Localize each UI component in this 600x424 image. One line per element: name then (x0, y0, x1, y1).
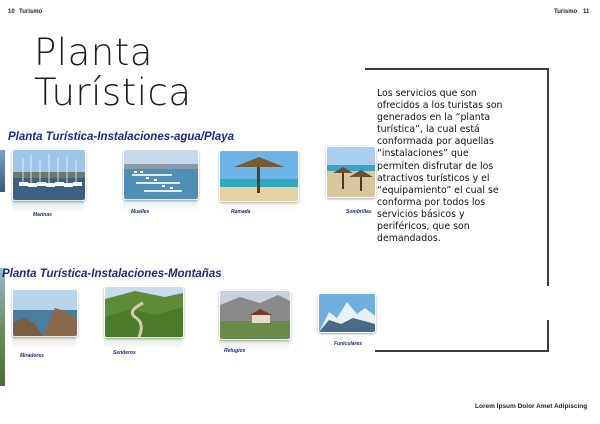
header-label-left: Turismo (19, 9, 43, 15)
frame-right-border-lower (547, 320, 549, 352)
edge-photo-fragment (0, 268, 5, 386)
caption-miradores: Miradores (20, 353, 44, 359)
viewpoint-photo (12, 289, 78, 337)
beach-hut-photo (219, 150, 299, 202)
umbrellas-photo (326, 146, 376, 198)
section-heading-montana: Planta Turística-Instalaciones-Montañas (2, 268, 222, 280)
trail-photo (104, 286, 184, 338)
caption-senderos: Senderos (113, 350, 136, 356)
footer-text: Lorem Ipsum Dolor Amet Adipiscing (475, 403, 588, 410)
frame-top-border (365, 68, 549, 70)
photo-reflection (12, 336, 76, 348)
photo-reflection (12, 200, 84, 212)
caption-marinas: Marinas (33, 212, 52, 218)
frame-right-border (547, 68, 549, 286)
info-paragraph: Los servicios que son ofrecidos a los turistas son generados en la “planta turística”, la cual está conformada por aquellas “instalaciones” que permiten disfrutar de los atractivos turísticos y el “equipamiento” el cual se conforma por todos los servicios básicos y periféricos, que son demandados. (377, 88, 503, 245)
section-heading-agua: Planta Turística-Instalaciones-agua/Playa (8, 131, 235, 143)
marina-photo (12, 149, 86, 201)
edge-photo-fragment (0, 150, 5, 192)
page-title-line-1: Planta (34, 31, 153, 74)
caption-muelles: Muelles (131, 209, 150, 215)
cable-car-photo (318, 293, 376, 333)
page-number-right: 11 (583, 9, 590, 15)
caption-sombrillas: Sombrillas (346, 209, 372, 215)
caption-ramada: Ramada (231, 209, 251, 215)
page-number-left: 10 (8, 9, 15, 15)
caption-funiculares: Funiculares (334, 341, 363, 347)
pier-photo (123, 149, 199, 200)
shelter-photo (219, 290, 291, 340)
caption-refugios: Refugios (224, 348, 246, 354)
photo-reflection (104, 337, 182, 349)
frame-bottom-border (375, 350, 549, 352)
page-title-line-2: Turística (34, 71, 192, 114)
header-label-right: Turismo (554, 9, 578, 15)
